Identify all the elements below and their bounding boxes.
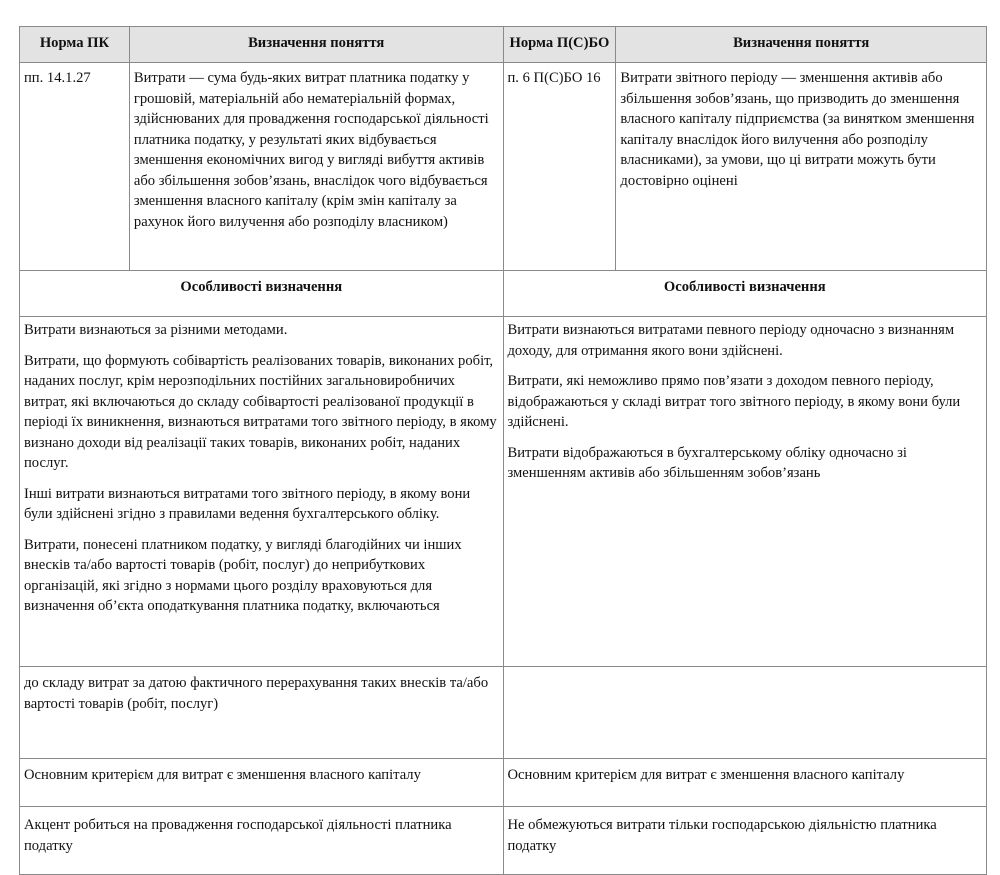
features-row xyxy=(19,317,987,667)
features-left-continued: до складу витрат за датою фактичного перерахування таких внесків та/або вартості товарів (робіт, послуг) xyxy=(20,667,504,759)
section-heading-row xyxy=(19,271,987,317)
definition-row xyxy=(19,63,987,271)
criteria-row xyxy=(19,759,987,807)
features-left-paragraph: Витрати визнаються за різними методами. xyxy=(24,322,288,338)
emphasis-row xyxy=(19,807,987,875)
features-left-cell xyxy=(20,317,504,667)
features-continued-row xyxy=(19,667,987,759)
features-left-paragraph: Витрати, що формують собівартість реалізованих товарів, виконаних робіт, наданих послуг, крім нерозподільних постійних загальновиробничих витрат, які включаються до складу собівартості реалізованої продукції в періоді їх виникнення, визнаються витратами того звітного періоду, в якому визнано доходи від реалізації таких товарів, виконаних робіт, наданих послуг. xyxy=(24,352,497,471)
section-heading-left: Особливості визначення xyxy=(20,271,504,317)
features-right-cell xyxy=(504,317,988,667)
table-header-row xyxy=(19,26,987,63)
features-left-paragraph: Витрати, понесені платником податку, у вигляді благодійних чи інших внесків та/або вартості товарів (робіт, послуг) до неприбуткових організацій, які згідно з нормами цього розділу враховуються для визначення об’єкта оподаткування платника податку, включаються xyxy=(24,536,462,614)
pk-definition-cell: Витрати — сума будь-яких витрат платника податку у грошовій, матеріальній або нематеріальній формах, здійснюваних для провадження господарської діяльності платника податку, у результаті яких відбувається зменшення економічних вигод у вигляді вибуття активів або збільшення зобов’язань, внаслідок чого відбувається зменшення власного капіталу (крім змін капіталу за рахунок його вилучення або розподілу власником) xyxy=(130,63,504,271)
criteria-left: Основним критерієм для витрат є зменшення власного капіталу xyxy=(20,759,504,807)
header-pk-norm: Норма ПК xyxy=(20,26,130,63)
psbo-norm-cell: п. 6 П(С)БО 16 xyxy=(504,63,617,271)
features-right-empty xyxy=(504,667,988,759)
pk-norm-cell: пп. 14.1.27 xyxy=(20,63,130,271)
comparison-table xyxy=(19,26,987,875)
header-pk-definition: Визначення поняття xyxy=(130,26,504,63)
features-left-paragraph: Інші витрати визнаються витратами того звітного періоду, в якому вони були здійснені згідно з правилами ведення бухгалтерського обліку. xyxy=(24,485,471,522)
header-psbo-norm: Норма П(С)БО xyxy=(504,26,617,63)
psbo-definition-cell: Витрати звітного періоду — зменшення активів або збільшення зобов’язань, що призводить до зменшення власного капіталу підприємства (за винятком зменшення капіталу внаслідок його вилучення або розподілу власниками), за умови, що ці витрати можуть бути достовірно оцінені xyxy=(616,63,987,271)
emphasis-right: Не обмежуються витрати тільки господарською діяльністю платника податку xyxy=(504,807,988,875)
criteria-right: Основним критерієм для витрат є зменшення власного капіталу xyxy=(504,759,988,807)
features-right-paragraph: Витрати, які неможливо прямо пов’язати з доходом певного періоду, відображаються у складі витрат того звітного періоду, в якому вони були здійснені. xyxy=(507,373,961,430)
features-right-paragraph: Витрати відображаються в бухгалтерському обліку одночасно зі зменшенням активів або збільшенням зобов’язань xyxy=(507,444,907,481)
emphasis-left: Акцент робиться на провадження господарської діяльності платника податку xyxy=(20,807,504,875)
section-heading-right: Особливості визначення xyxy=(504,271,988,317)
features-right-paragraph: Витрати визнаються витратами певного періоду одночасно з визнанням доходу, для отримання якого вони здійснені. xyxy=(507,322,955,359)
header-psbo-definition: Визначення поняття xyxy=(616,26,987,63)
